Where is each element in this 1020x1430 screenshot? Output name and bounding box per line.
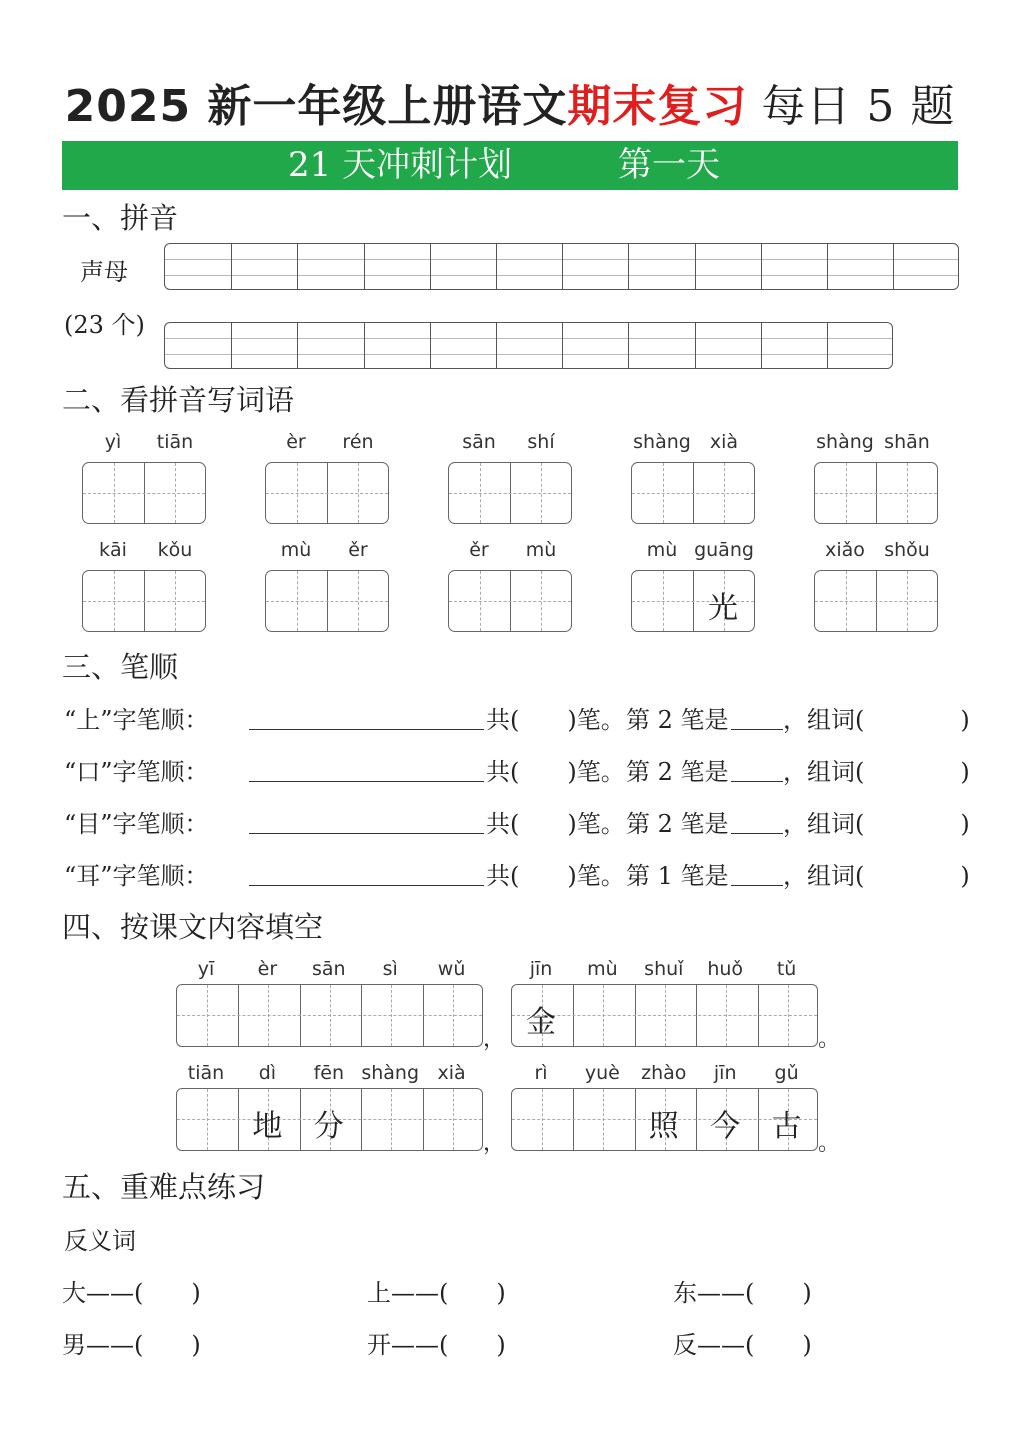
word-pinyin-1: sān bbox=[462, 431, 496, 453]
strip-pinyin: dì bbox=[258, 1062, 277, 1084]
fill-in-strip[interactable] bbox=[511, 1088, 818, 1151]
given-character: 地 bbox=[252, 1109, 283, 1144]
row-cell-divider bbox=[562, 323, 563, 368]
word-group: ，组词( ) bbox=[783, 706, 970, 734]
tianzi-box[interactable] bbox=[814, 570, 938, 632]
stroke-order-row bbox=[64, 752, 970, 786]
section-1-title: 一、拼音 bbox=[62, 201, 179, 235]
word-pinyin-2: tiān bbox=[156, 431, 194, 453]
antonym-label: 反义词 bbox=[64, 1227, 136, 1255]
word-pinyin-1: yì bbox=[104, 431, 122, 453]
strip-pinyin: tǔ bbox=[776, 958, 797, 980]
fill-in-strip[interactable] bbox=[511, 984, 818, 1047]
strip-pinyin: shàng bbox=[361, 1062, 420, 1084]
shengmu-writing-row-2[interactable] bbox=[164, 322, 893, 369]
stroke-total: 共( )笔。 bbox=[486, 862, 625, 890]
row-cell-divider bbox=[628, 323, 629, 368]
stroke-order-row bbox=[64, 804, 970, 838]
tianzi-box[interactable] bbox=[448, 570, 572, 632]
page-title bbox=[0, 70, 1020, 134]
row-cell-divider bbox=[364, 244, 365, 289]
antonym-item[interactable]: 反——( ) bbox=[673, 1331, 812, 1359]
stroke-nth: 第 2 笔是 bbox=[626, 758, 729, 786]
antonym-item[interactable]: 东——( ) bbox=[673, 1279, 812, 1307]
strip-punctuation: 。 bbox=[818, 1131, 841, 1156]
banner-day: 第一天 bbox=[618, 145, 720, 185]
tianzi-box[interactable] bbox=[631, 570, 755, 632]
row-cell-divider bbox=[430, 244, 431, 289]
word-pinyin-2: shān bbox=[884, 431, 930, 453]
word-group: ，组词( ) bbox=[783, 862, 970, 890]
strip-pinyin: huǒ bbox=[707, 958, 744, 980]
tianzi-box[interactable] bbox=[82, 570, 206, 632]
row-cell-divider bbox=[297, 323, 298, 368]
row-cell-divider bbox=[562, 244, 563, 289]
strip-pinyin: yuè bbox=[584, 1062, 620, 1084]
word-pinyin-2: guāng bbox=[694, 539, 754, 561]
word-pinyin-2: xià bbox=[709, 431, 739, 453]
plan-banner bbox=[62, 141, 958, 190]
word-pinyin-2: rén bbox=[342, 431, 374, 453]
shengmu-writing-row-1[interactable] bbox=[164, 243, 959, 290]
section-4-title: 四、按课文内容填空 bbox=[62, 910, 324, 944]
antonym-item[interactable]: 上——( ) bbox=[367, 1279, 506, 1307]
guide-line bbox=[815, 493, 937, 494]
stroke-nth: 第 2 笔是 bbox=[626, 810, 729, 838]
stroke-nth-blank[interactable] bbox=[731, 729, 783, 730]
stroke-order-blank[interactable] bbox=[249, 885, 484, 886]
row-cell-divider bbox=[827, 323, 828, 368]
word-pinyin-2: mù bbox=[525, 539, 557, 561]
given-character: 光 bbox=[708, 591, 738, 626]
tianzi-box[interactable] bbox=[82, 462, 206, 524]
tianzi-box[interactable] bbox=[448, 462, 572, 524]
row-cell-divider bbox=[695, 323, 696, 368]
strip-pinyin: jīn bbox=[713, 1062, 737, 1084]
strip-punctuation: ， bbox=[483, 1131, 506, 1156]
title-prefix: 2025 新一年级上册语文 bbox=[64, 81, 568, 132]
row-cell-divider bbox=[628, 244, 629, 289]
word-pinyin-1: shàng bbox=[633, 431, 691, 453]
row-cell-divider bbox=[297, 244, 298, 289]
guide-line bbox=[177, 1015, 482, 1016]
guide-line bbox=[449, 493, 571, 494]
given-character: 古 bbox=[771, 1109, 802, 1144]
word-pinyin-2: kǒu bbox=[157, 539, 193, 561]
word-pinyin-1: shàng bbox=[816, 431, 874, 453]
strip-pinyin: sān bbox=[312, 958, 346, 980]
stroke-char-label: “上”字笔顺： bbox=[64, 706, 209, 734]
stroke-char-label: “口”字笔顺： bbox=[64, 758, 209, 786]
strip-pinyin: gǔ bbox=[774, 1062, 799, 1084]
stroke-order-row bbox=[64, 700, 970, 734]
given-character: 今 bbox=[710, 1109, 741, 1144]
strip-pinyin: fēn bbox=[313, 1062, 345, 1084]
stroke-order-row bbox=[64, 856, 970, 890]
row-cell-divider bbox=[231, 244, 232, 289]
row-cell-divider bbox=[893, 244, 894, 289]
word-pinyin-2: shí bbox=[527, 431, 555, 453]
row-cell-divider bbox=[761, 244, 762, 289]
stroke-order-blank[interactable] bbox=[249, 833, 484, 834]
word-pinyin-1: mù bbox=[280, 539, 312, 561]
strip-pinyin: rì bbox=[534, 1062, 548, 1084]
stroke-total: 共( )笔。 bbox=[486, 706, 625, 734]
stroke-char-label: “目”字笔顺： bbox=[64, 810, 209, 838]
tianzi-box[interactable] bbox=[265, 570, 389, 632]
given-character: 分 bbox=[313, 1109, 344, 1144]
guide-line bbox=[266, 493, 388, 494]
strip-pinyin: xià bbox=[437, 1062, 466, 1084]
strip-pinyin: jīn bbox=[529, 958, 553, 980]
tianzi-box[interactable] bbox=[631, 462, 755, 524]
stroke-order-blank[interactable] bbox=[249, 781, 484, 782]
guide-line bbox=[512, 1015, 817, 1016]
word-group: ，组词( ) bbox=[783, 810, 970, 838]
strip-pinyin: tiān bbox=[187, 1062, 225, 1084]
section-2-title: 二、看拼音写词语 bbox=[62, 383, 295, 417]
row-cell-divider bbox=[430, 323, 431, 368]
stroke-order-blank[interactable] bbox=[249, 729, 484, 730]
strip-pinyin: sì bbox=[382, 958, 398, 980]
row-cell-divider bbox=[364, 323, 365, 368]
antonym-item[interactable]: 大——( ) bbox=[62, 1279, 201, 1307]
banner-plan: 21 天冲刺计划 bbox=[288, 145, 513, 185]
tianzi-box[interactable] bbox=[265, 462, 389, 524]
word-group: ，组词( ) bbox=[783, 758, 970, 786]
shengmu-count: (23 个) bbox=[64, 311, 145, 339]
row-cell-divider bbox=[231, 323, 232, 368]
fill-in-strip[interactable] bbox=[176, 1088, 483, 1151]
guide-line bbox=[449, 601, 571, 602]
title-suffix: 每日 5 题 bbox=[761, 81, 956, 132]
row-cell-divider bbox=[827, 244, 828, 289]
word-pinyin-1: ěr bbox=[469, 539, 489, 561]
tianzi-box[interactable] bbox=[814, 462, 938, 524]
guide-line bbox=[83, 493, 205, 494]
word-pinyin-2: ěr bbox=[348, 539, 368, 561]
word-pinyin-2: shǒu bbox=[884, 539, 930, 561]
given-character: 金 bbox=[526, 1005, 556, 1040]
section-5-title: 五、重难点练习 bbox=[62, 1170, 266, 1204]
strip-punctuation: 。 bbox=[818, 1027, 841, 1052]
title-highlight: 期末复习 bbox=[567, 81, 748, 132]
shengmu-label: 声母 bbox=[80, 258, 128, 286]
row-cell-divider bbox=[761, 323, 762, 368]
stroke-total: 共( )笔。 bbox=[486, 810, 625, 838]
word-pinyin-1: mù bbox=[646, 539, 678, 561]
strip-pinyin: èr bbox=[257, 958, 278, 980]
stroke-total: 共( )笔。 bbox=[486, 758, 625, 786]
section-3-title: 三、笔顺 bbox=[62, 650, 179, 684]
strip-pinyin: wǔ bbox=[437, 958, 466, 980]
antonym-item[interactable]: 男——( ) bbox=[62, 1331, 201, 1359]
antonym-item[interactable]: 开——( ) bbox=[367, 1331, 506, 1359]
strip-pinyin: yī bbox=[197, 958, 215, 980]
word-pinyin-1: kāi bbox=[99, 539, 127, 561]
stroke-nth: 第 1 笔是 bbox=[626, 862, 729, 890]
stroke-nth-blank[interactable] bbox=[731, 885, 783, 886]
strip-pinyin: zhào bbox=[641, 1062, 687, 1084]
strip-punctuation: ， bbox=[483, 1027, 506, 1052]
word-pinyin-1: èr bbox=[286, 431, 306, 453]
stroke-nth-blank[interactable] bbox=[731, 781, 783, 782]
guide-line bbox=[266, 601, 388, 602]
word-pinyin-1: xiǎo bbox=[825, 539, 865, 561]
guide-line bbox=[815, 601, 937, 602]
guide-line bbox=[632, 493, 754, 494]
fill-in-strip[interactable] bbox=[176, 984, 483, 1047]
stroke-nth: 第 2 笔是 bbox=[626, 706, 729, 734]
given-character: 照 bbox=[648, 1109, 679, 1144]
stroke-char-label: “耳”字笔顺： bbox=[64, 862, 209, 890]
row-cell-divider bbox=[496, 244, 497, 289]
row-cell-divider bbox=[496, 323, 497, 368]
stroke-nth-blank[interactable] bbox=[731, 833, 783, 834]
strip-pinyin: shuǐ bbox=[644, 958, 684, 980]
strip-pinyin: mù bbox=[587, 958, 618, 980]
row-cell-divider bbox=[695, 244, 696, 289]
guide-line bbox=[83, 601, 205, 602]
